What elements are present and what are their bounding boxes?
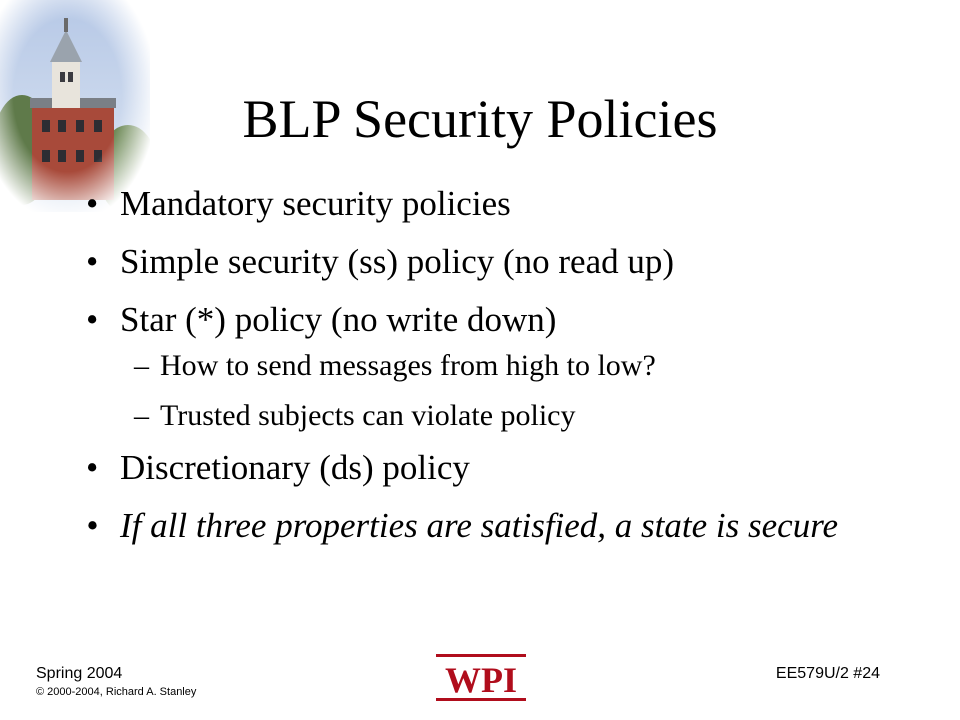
sub-bullet-text: Trusted subjects can violate policy <box>160 399 576 432</box>
bullet-item: • Simple security (ss) policy (no read up) <box>86 242 906 282</box>
slide-title: BLP Security Policies <box>242 89 718 149</box>
sub-bullet-item <box>86 348 906 384</box>
bullet-item: • Star (*) policy (no write down) <box>86 300 906 340</box>
slide-number: EE579U/2 #24 <box>775 665 880 682</box>
campus-tower-photo <box>0 0 150 212</box>
dash-marker: – <box>134 349 149 382</box>
term-label: Spring 2004 <box>36 665 123 682</box>
bullet-item: • If all three properties are satisfied, a state is secure <box>86 506 906 546</box>
sub-bullet-item <box>86 398 906 434</box>
sub-bullet-text: How to send messages from high to low? <box>160 349 656 382</box>
logo-text: WPI <box>445 660 517 700</box>
wpi-logo <box>436 652 526 704</box>
copyright-notice: © 2000-2004, Richard A. Stanley <box>36 686 197 698</box>
bullet-item: • Discretionary (ds) policy <box>86 448 906 488</box>
footer-left <box>36 665 196 699</box>
bullet-list <box>86 184 906 564</box>
dash-marker: – <box>134 399 149 432</box>
bullet-item: • Mandatory security policies <box>86 184 906 224</box>
